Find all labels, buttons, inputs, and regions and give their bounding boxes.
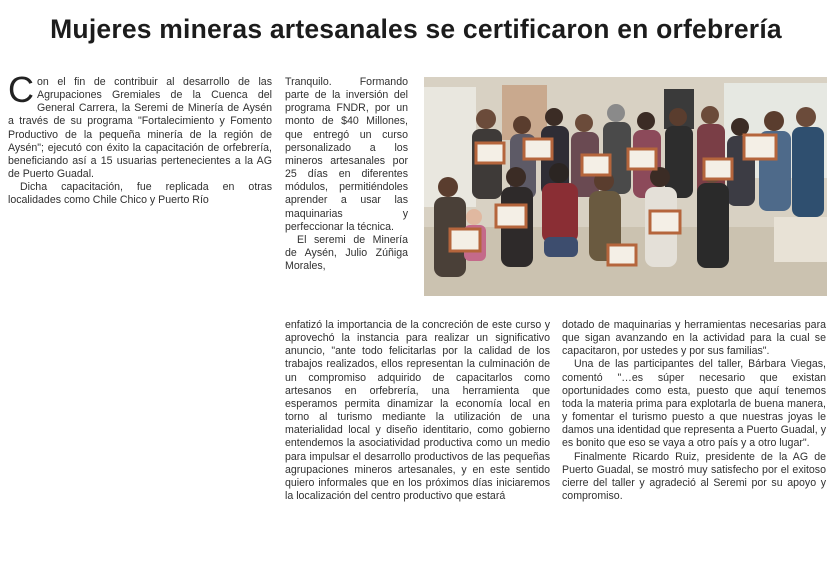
article-column-2-top [285, 76, 408, 273]
group-photo [424, 77, 827, 296]
paragraph-text: on el fin de contribuir al desarrollo de las Agrupaciones Gremiales de la Cuenca del General Carrera, la Seremi de Minería de Aysén a través de su programa "Fortalecimiento y Fomento Productivo de la pequeña minería de la región de Aysén"; ejecutó con éxito la capacitación de orfebrería, beneficiando así a 15 usuarias pertenecientes a la AG de Puerto Guadal. [8, 76, 272, 181]
drop-cap: C [8, 69, 34, 110]
paragraph: dotado de maquinarias y herramientas necesarias para que sigan avanzando en la actividad para la cual se capacitaron, por ustedes y por sus familias". [562, 319, 826, 358]
article-column-2-bottom [285, 319, 550, 503]
group-photo-illustration [424, 77, 827, 296]
paragraph [8, 69, 272, 181]
paragraph: Finalmente Ricardo Ruiz, presidente de la AG de Puerto Guadal, se mostró muy satisfecho por el exitoso cierre del taller y agradeció al Seremi por su apoyo y compromiso. [562, 450, 826, 503]
paragraph: Tranquilo. Formando parte de la inversión del programa FNDR, por un monto de $40 Millones, que entregó un curso personalizado a los mineros artesanales por 25 días en diferentes módulos, permitiéndoles aprender a usar las maquinarias y perfeccionar la técnica. [285, 76, 408, 233]
paragraph: El seremi de Minería de Aysén, Julio Zúñiga Morales, [285, 233, 408, 273]
article-column-1 [8, 69, 272, 208]
paragraph: Una de las participantes del taller, Bárbara Viegas, comentó "…es súper necesario que existan oportunidades como esta, puesto que aquí tenemos toda la materia prima para explotarla de buena manera, y fomentar el turismo puesto a que nuestras joyas le damos una identidad que representa a Puerto Guadal, y es bonito que eso se vaya a otro país y a otro lugar". [562, 358, 826, 450]
paragraph: Dicha capacitación, fue replicada en otras localidades como Chile Chico y Puerto Río [8, 181, 272, 207]
article-headline: Mujeres mineras artesanales se certificaron en orfebrería [50, 14, 782, 44]
paragraph: enfatizó la importancia de la concreción de este curso y aprovechó la instancia para realizar un significativo anuncio, "ante todo felicitarlas por la calidad de los trabajos realizados, ellos representan la culminación de un compromiso adquirido de capacitarlos como artesanos en orfebrería, una herramienta que esperamos permita dinamizar la economía local en torno al turismo mediante la utilización de una materialidad local y diseño identitario, como gobierno entendemos la asociatividad productiva como un medio para impulsar el desarrollo productivos de las pequeñas agrupaciones mineros artesanales, y en este sentido quiero informales que en los próximos días iniciaremos la localización del centro productivo que estará [285, 319, 550, 503]
article-column-3 [562, 319, 826, 503]
